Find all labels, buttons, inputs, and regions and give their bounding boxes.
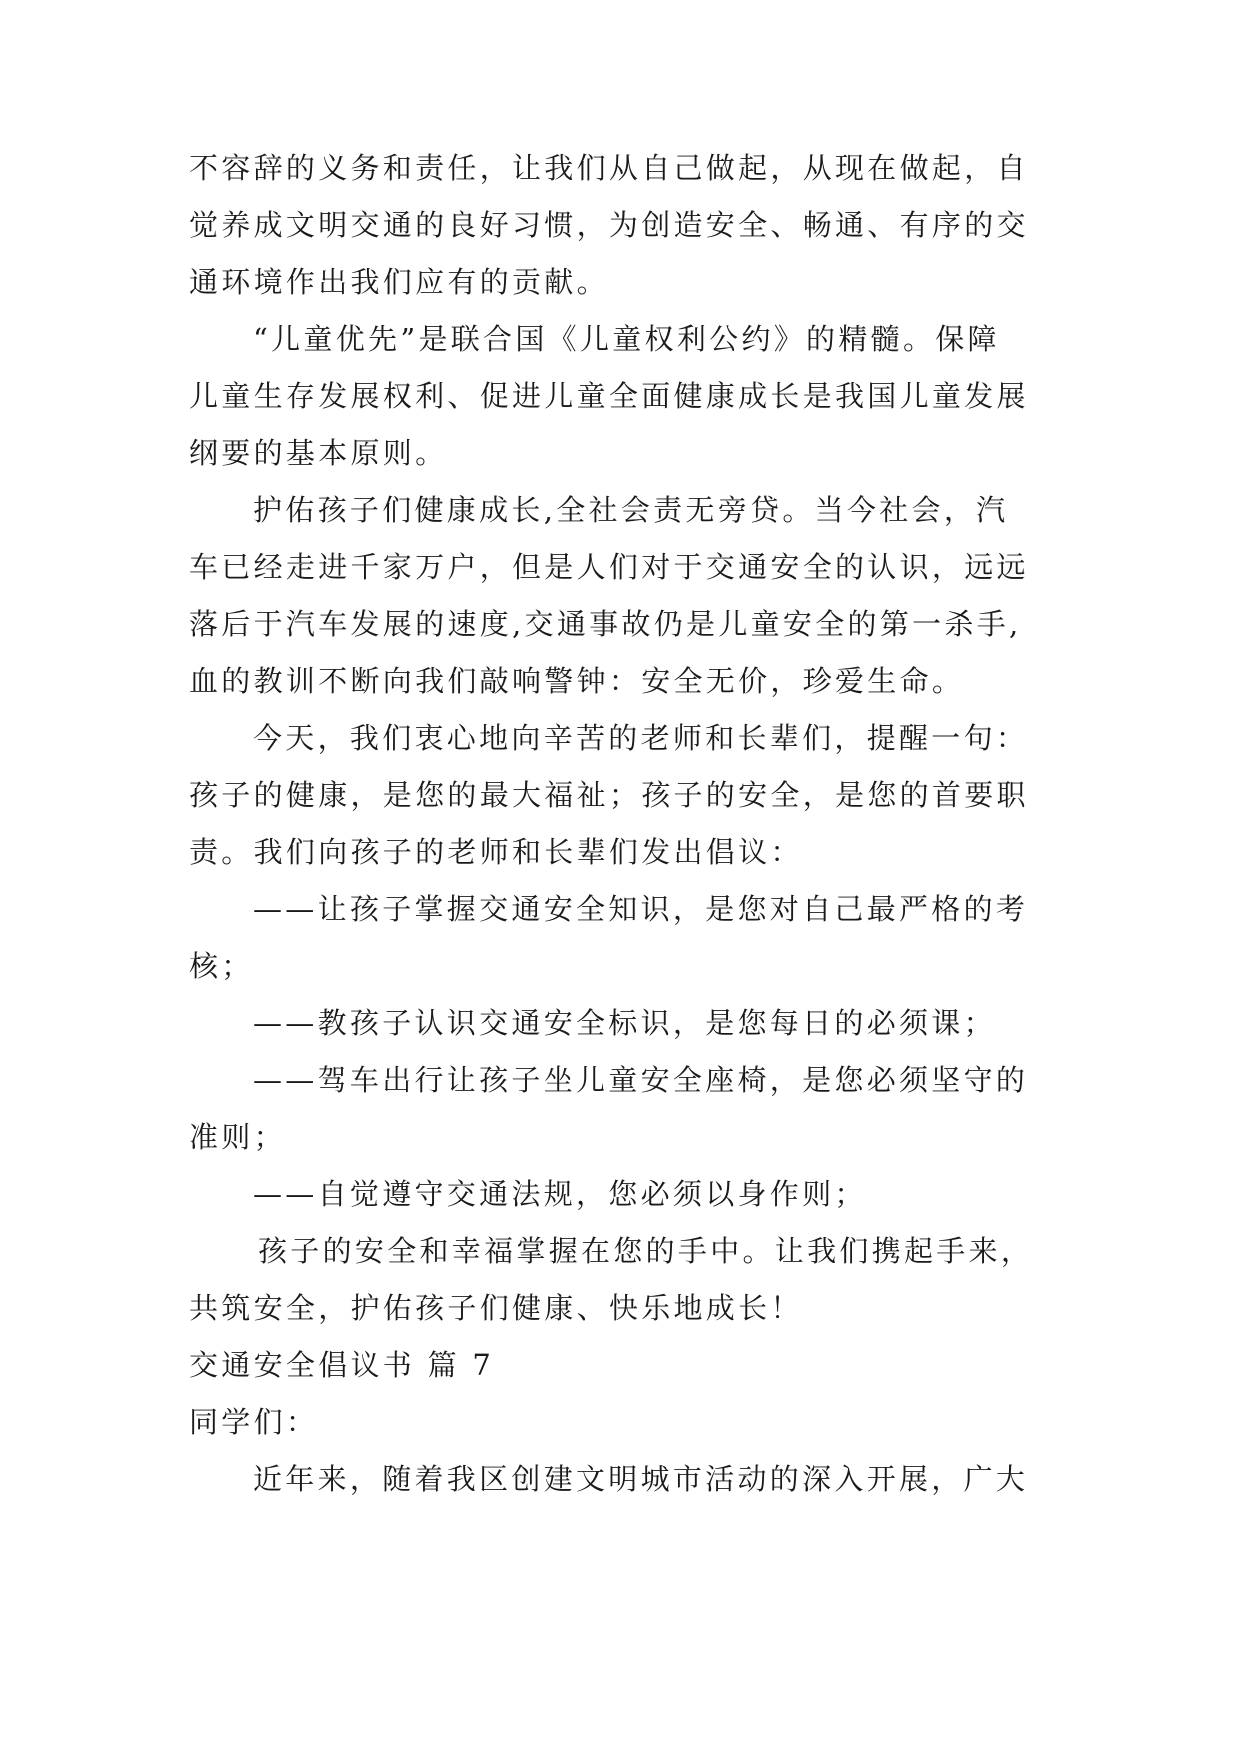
- text-line: 孩子的健康，是您的最大福祉；孩子的安全，是您的首要职: [189, 778, 1029, 812]
- text-line: 车已经走进千家万户，但是人们对于交通安全的认识，远远: [189, 550, 1029, 584]
- text-line: 儿童生存发展权利、促进儿童全面健康成长是我国儿童发展: [189, 379, 1029, 413]
- text-line: 责。我们向孩子的老师和长辈们发出倡议：: [189, 835, 803, 869]
- section-heading: 交通安全倡议书 篇 7: [189, 1348, 495, 1382]
- text-line: 不容辞的义务和责任，让我们从自己做起，从现在做起，自: [189, 151, 1029, 185]
- text-line: 纲要的基本原则。: [189, 436, 448, 470]
- text-line: 近年来，随着我区创建文明城市活动的深入开展，广大: [253, 1462, 1029, 1496]
- text-line: 觉养成文明交通的良好习惯，为创造安全、畅通、有序的交: [189, 208, 1029, 242]
- text-line: ——教孩子认识交通安全标识，是您每日的必须课；: [253, 1006, 996, 1040]
- text-line: 落后于汽车发展的速度,交通事故仍是儿童安全的第一杀手,: [189, 607, 1022, 641]
- text-line: 通环境作出我们应有的贡献。: [189, 265, 609, 299]
- text-line: “儿童优先”是联合国《儿童权利公约》的精髓。保障: [253, 322, 1000, 356]
- text-line: 准则；: [189, 1120, 286, 1154]
- text-line: ——让孩子掌握交通安全知识，是您对自己最严格的考: [253, 892, 1029, 926]
- text-line: ——驾车出行让孩子坐儿童安全座椅，是您必须坚守的: [253, 1063, 1029, 1097]
- text-line: 护佑孩子们健康成长,全社会责无旁贷。当今社会，汽: [253, 493, 1009, 527]
- text-line: ——自觉遵守交通法规，您必须以身作则；: [253, 1177, 867, 1211]
- text-line: 孩子的安全和幸福掌握在您的手中。让我们携起手来，: [258, 1234, 1034, 1268]
- salutation: 同学们：: [189, 1405, 319, 1439]
- text-line: 血的教训不断向我们敲响警钟：安全无价，珍爱生命。: [189, 664, 965, 698]
- text-line: 今天，我们衷心地向辛苦的老师和长辈们，提醒一句：: [253, 721, 1029, 755]
- text-line: 共筑安全，护佑孩子们健康、快乐地成长！: [189, 1291, 803, 1325]
- text-line: 核；: [189, 949, 254, 983]
